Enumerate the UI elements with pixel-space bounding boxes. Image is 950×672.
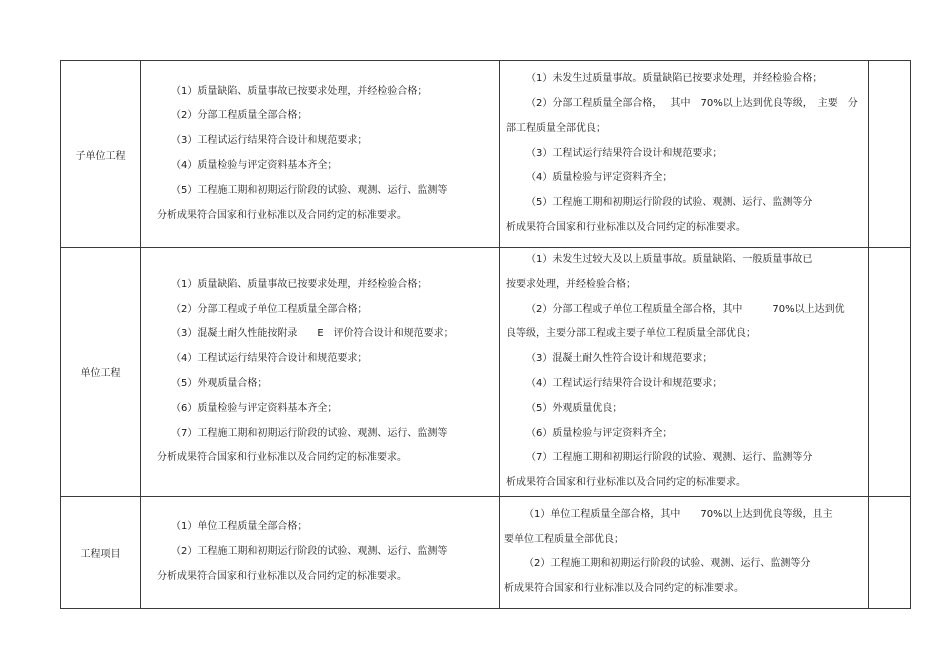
criteria-line: 分析成果符合国家和行业标准以及合同约定的标准要求。 [157, 452, 407, 464]
excellent-criteria-cell [500, 496, 869, 608]
criteria-line: （6）质量检验与评定资料齐全； [526, 427, 673, 439]
remarks-cell [869, 61, 911, 248]
criteria-line: （2）分部工程质量全部合格； [171, 110, 308, 122]
quality-evaluation-table [60, 60, 911, 609]
criteria-line: （3）工程试运行结果符合设计和规范要求； [526, 147, 723, 159]
criteria-line: （2）分部工程质量全部合格， 其中 70%以上达到优良等级， 主要 分 [526, 98, 858, 109]
criteria-line: 析成果符合国家和行业标准以及合同约定的标准要求。 [506, 477, 746, 489]
qualified-criteria-cell [141, 248, 500, 497]
criteria-line: （3）混凝土耐久性能按附录 E 评价符合设计和规范要求； [171, 328, 454, 340]
excellent-criteria-cell [500, 61, 869, 248]
excellent-criteria-cell [500, 248, 869, 497]
criteria-line: （7）工程施工期和初期运行阶段的试验、观测、运行、监测等 [171, 427, 448, 439]
criteria-line: （1）未发生过质量事故。质量缺陷已按要求处理，并经检验合格； [526, 73, 823, 85]
criteria-line: （2）工程施工期和初期运行阶段的试验、观测、运行、监测等 [171, 546, 448, 558]
remarks-cell [869, 248, 911, 497]
criteria-line: （5）外观质量优良； [526, 402, 623, 414]
remarks-cell [869, 496, 911, 608]
criteria-line: 分析成果符合国家和行业标准以及合同约定的标准要求。 [157, 570, 407, 582]
criteria-line: （1）质量缺陷、质量事故已按要求处理，并经检验合格； [171, 278, 428, 290]
criteria-line: 析成果符合国家和行业标准以及合同约定的标准要求。 [504, 583, 744, 595]
criteria-line: （1）未发生过较大及以上质量事故。质量缺陷、一般质量事故已 [526, 254, 813, 265]
criteria-line: （3）工程试运行结果符合设计和规范要求； [171, 135, 368, 147]
criteria-line: （5）工程施工期和初期运行阶段的试验、观测、运行、监测等分 [526, 197, 813, 209]
row-label: 单位工程 [61, 248, 141, 497]
row-label: 工程项目 [61, 496, 141, 608]
criteria-line: （6）质量检验与评定资料基本齐全； [171, 402, 338, 414]
row-label: 子单位工程 [61, 61, 141, 248]
table-row-unit-project [61, 248, 911, 497]
criteria-line: 按要求处理，并经检验合格； [506, 278, 636, 290]
table-row-engineering-project [61, 496, 911, 608]
criteria-line: （1）质量缺陷、质量事故已按要求处理，并经检验合格； [171, 85, 428, 97]
criteria-line: （2）分部工程或子单位工程质量全部合格，其中 70%以上达到优 [526, 303, 845, 315]
criteria-line: （4）质量检验与评定资料基本齐全； [171, 160, 338, 171]
criteria-line: （3）混凝土耐久性符合设计和规范要求； [526, 353, 713, 365]
criteria-line: 析成果符合国家和行业标准以及合同约定的标准要求。 [506, 221, 746, 233]
criteria-line: （4）工程试运行结果符合设计和规范要求； [171, 353, 368, 365]
criteria-line: （2）分部工程或子单位工程质量全部合格； [171, 303, 368, 315]
criteria-line: 部工程质量全部优良； [506, 122, 606, 134]
qualified-criteria-cell [141, 496, 500, 608]
criteria-line: （7）工程施工期和初期运行阶段的试验、观测、运行、监测等分 [526, 452, 813, 464]
criteria-line: （1）单位工程质量全部合格； [171, 521, 308, 533]
criteria-line: （5）工程施工期和初期运行阶段的试验、观测、运行、监测等 [171, 184, 448, 196]
criteria-line: （1）单位工程质量全部合格，其中 70%以上达到优良等级，且主 [524, 508, 833, 520]
criteria-line: 分析成果符合国家和行业标准以及合同约定的标准要求。 [157, 209, 407, 221]
criteria-line: （2）工程施工期和初期运行阶段的试验、观测、运行、监测等分 [524, 558, 811, 570]
criteria-line: （4）工程试运行结果符合设计和规范要求； [526, 377, 723, 389]
criteria-line: 良等级，主要分部工程或主要子单位工程质量全部优良； [506, 328, 756, 340]
table-row-sub-unit-project [61, 61, 911, 248]
qualified-criteria-cell [141, 61, 500, 248]
criteria-line: 要单位工程质量全部优良； [504, 533, 624, 545]
criteria-line: （5）外观质量合格； [171, 377, 268, 389]
criteria-line: （4）质量检验与评定资料齐全； [526, 172, 673, 184]
